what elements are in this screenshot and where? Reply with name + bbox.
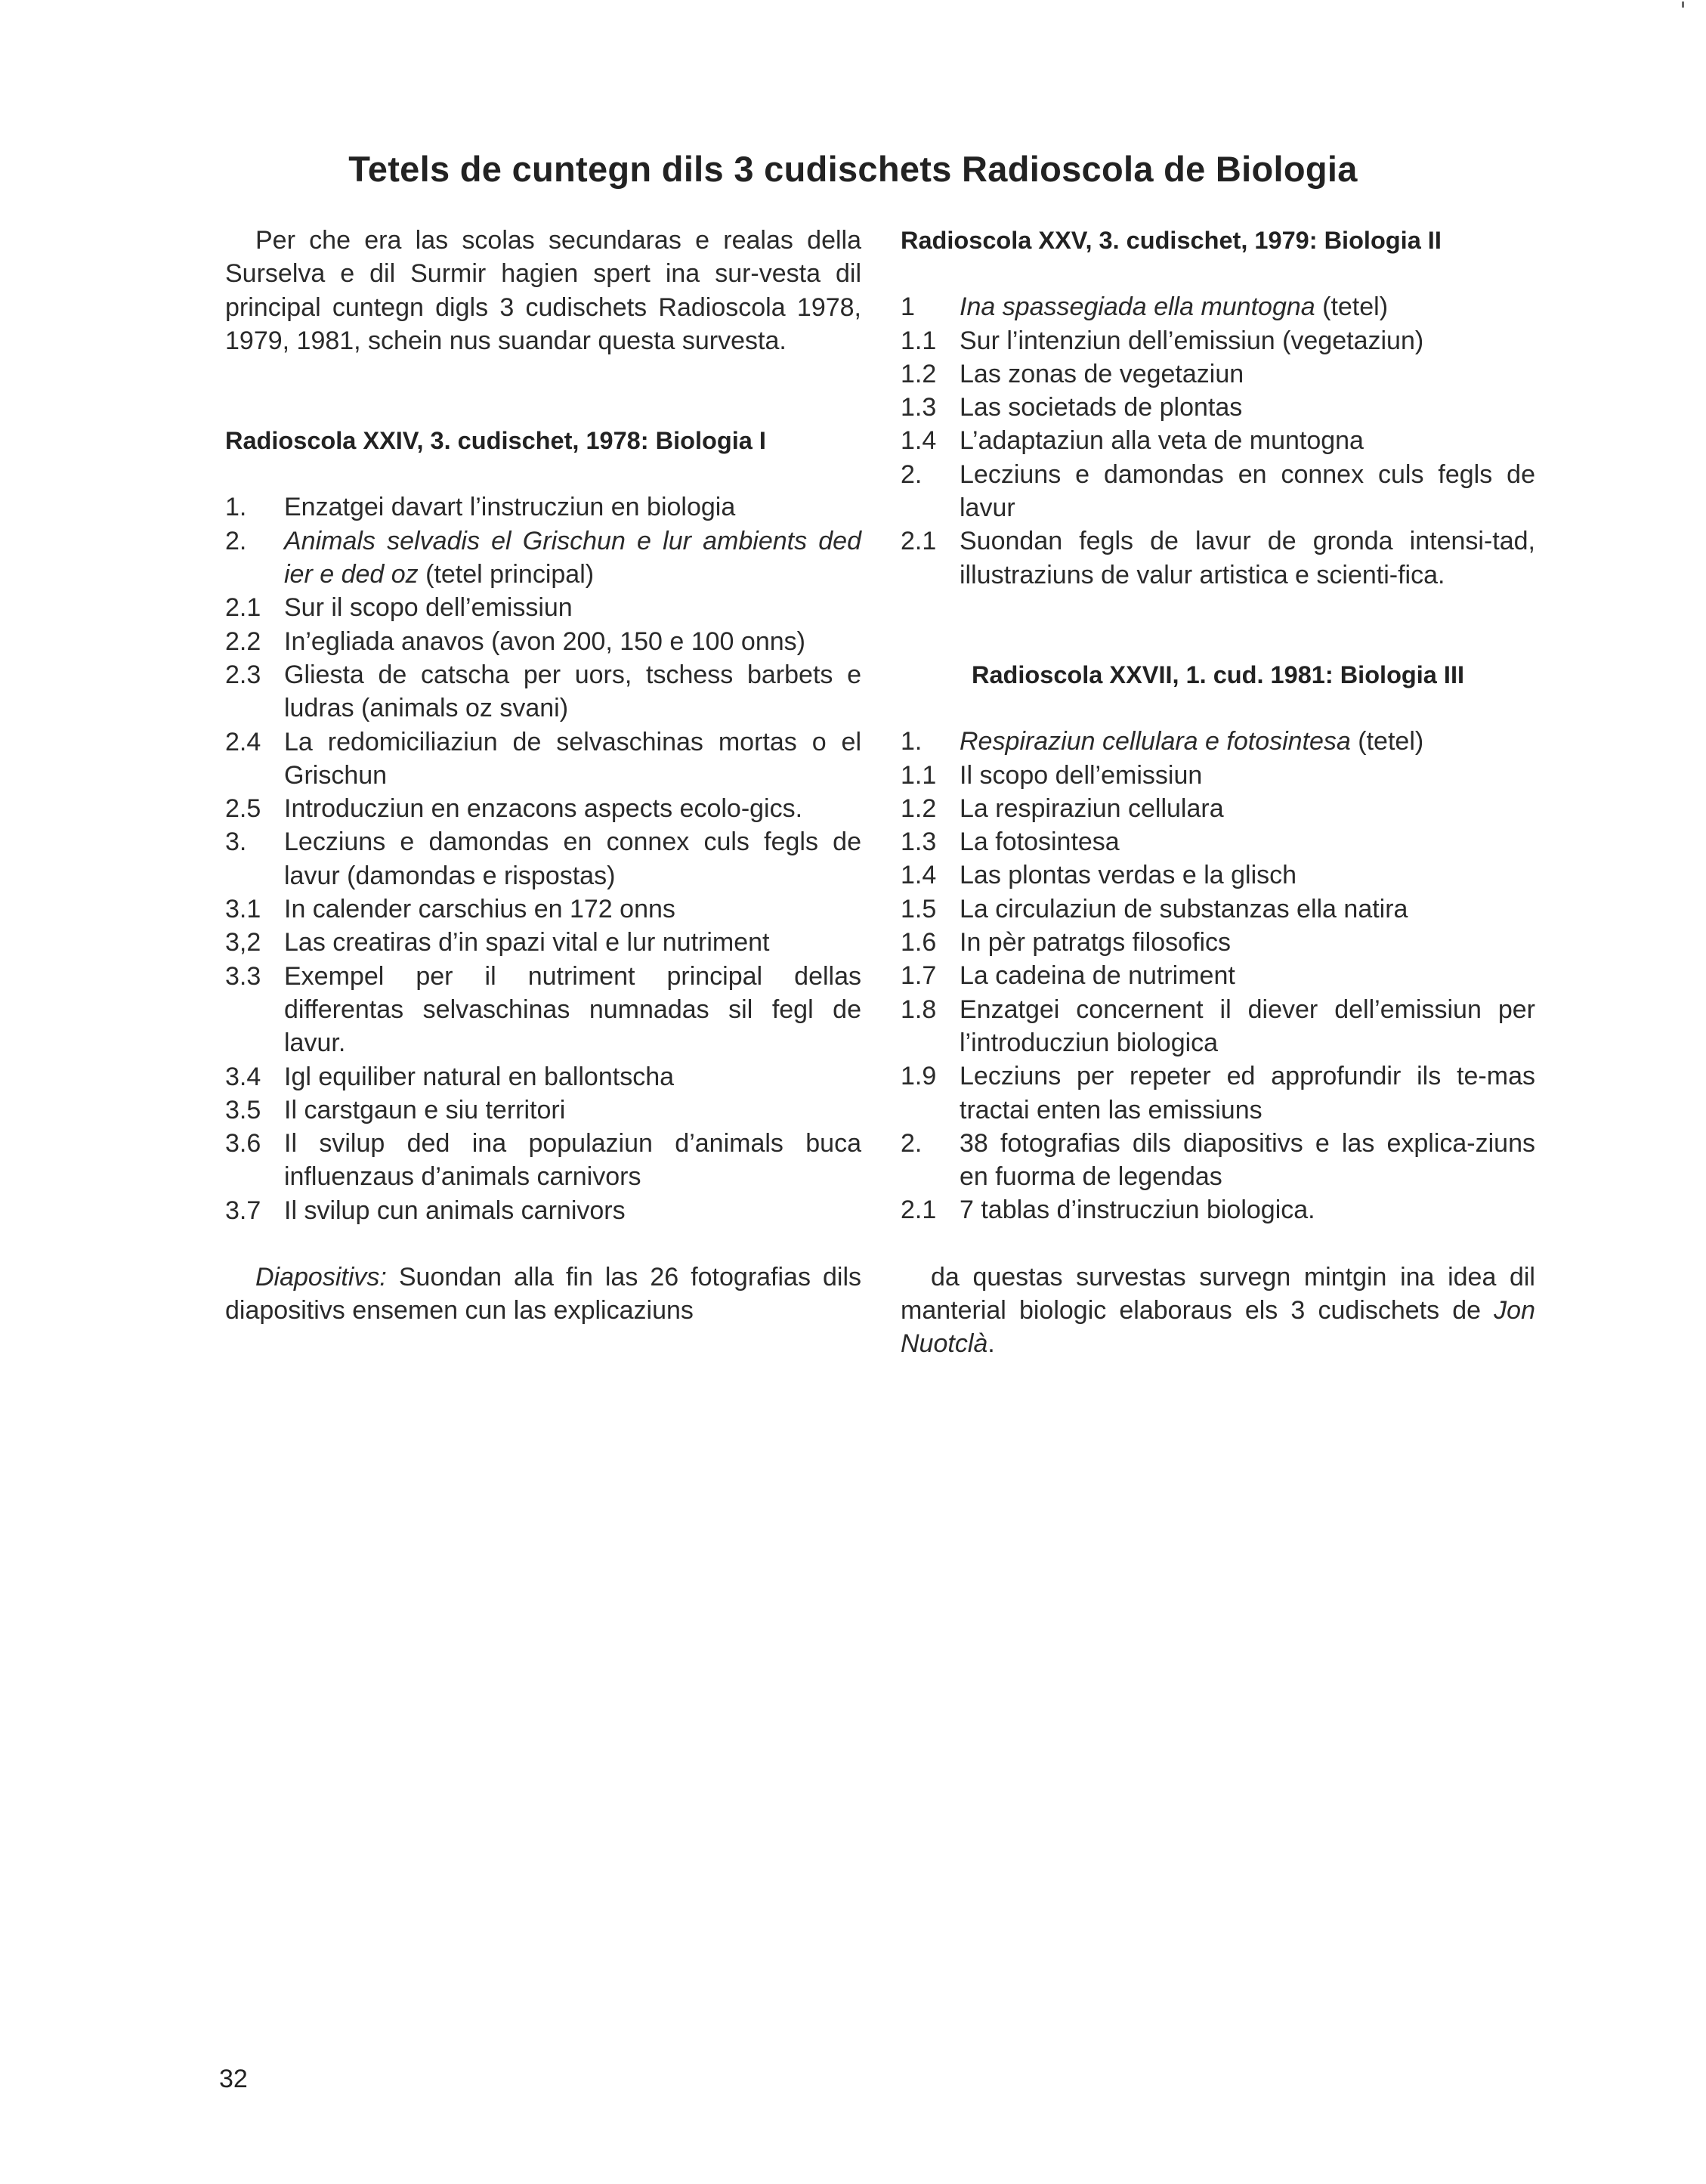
item-title-italic: Respiraziun cellulara e fotosintesa	[960, 727, 1351, 756]
item-text-content: In calender carschius en 172 onns	[284, 895, 675, 924]
item-text	[960, 959, 1535, 992]
item-text	[284, 490, 861, 524]
item-number: 2.	[901, 1128, 923, 1158]
item-text-content: Igl equiliber natural en ballontscha	[284, 1062, 675, 1091]
list-item	[901, 926, 1535, 959]
closing-end: .	[987, 1329, 995, 1359]
item-number: 3.3	[225, 961, 261, 991]
item-text-content: Il scopo dell’emissiun	[960, 760, 1203, 790]
item-text	[284, 725, 861, 793]
list-item	[901, 1193, 1535, 1227]
item-text	[960, 290, 1535, 323]
item-text	[960, 324, 1535, 357]
item-number: 1.1	[901, 326, 937, 355]
item-text-content: Lecziuns per repeter ed approfundir ils te-mas tractai enten las emissiuns	[960, 1062, 1535, 1124]
list-item	[901, 524, 1535, 592]
list-item	[225, 892, 861, 926]
page-title: Tetels de cuntegn dils 3 cudischets Radioscola de Biologia	[348, 149, 1358, 189]
item-number: 2.1	[225, 593, 261, 623]
item-number: 2.4	[225, 727, 261, 756]
item-number: 1.6	[901, 928, 937, 957]
item-text	[284, 1094, 861, 1127]
item-text	[960, 792, 1535, 825]
list-item	[901, 858, 1535, 892]
item-text	[284, 926, 861, 959]
list-item	[225, 1060, 861, 1094]
list-item	[225, 490, 861, 524]
item-text-content: Las plontas verdas e la glisch	[960, 861, 1297, 890]
item-text	[960, 458, 1535, 525]
list-item	[225, 1094, 861, 1127]
list-item	[901, 424, 1535, 457]
item-text	[284, 1127, 861, 1194]
list-item	[225, 625, 861, 658]
item-text-content: Sur l’intenziun dell’emissiun (vegetaziun)	[960, 326, 1424, 355]
item-text-content: La respiraziun cellulara	[960, 793, 1224, 823]
diapositivs-label: Diapositivs:	[255, 1263, 387, 1292]
item-number: 2.1	[901, 1196, 937, 1225]
item-text	[284, 892, 861, 926]
diapositivs-paragraph	[225, 1261, 861, 1328]
list-item	[225, 591, 861, 624]
section-heading-biologia-1: Radioscola XXIV, 3. cudischet, 1978: Biologia I	[225, 427, 766, 455]
item-text	[284, 1060, 861, 1094]
intro-paragraph: Per che era las scolas secundaras e realas della Surselva e dil Surmir hagien spert ina sur-vesta dil principal cuntegn digls 3 cudischets Radioscola 1978, 1979, 1981, schein nus suandar questa survesta.	[225, 226, 861, 355]
list-item	[225, 725, 861, 793]
list-item	[901, 825, 1535, 858]
list-item	[901, 324, 1535, 357]
list-item	[225, 825, 861, 892]
item-text	[960, 825, 1535, 858]
item-text-content: Il svilup ded ina populaziun d’animals buca influenzaus d’animals carnivors	[284, 1129, 861, 1192]
item-text	[960, 725, 1535, 758]
list-item	[901, 759, 1535, 792]
list-item	[225, 792, 861, 825]
item-text	[960, 1193, 1535, 1227]
item-text	[960, 858, 1535, 892]
item-number: 2.2	[225, 626, 261, 656]
item-text	[960, 993, 1535, 1060]
item-text-content: La redomiciliaziun de selvaschinas mortas o el Grischun	[284, 727, 861, 790]
item-text-content: L’adaptaziun alla veta de muntogna	[960, 426, 1364, 456]
item-text	[284, 825, 861, 892]
item-number: 1.4	[901, 426, 937, 456]
item-text-content: 7 tablas d’instrucziun biologica.	[960, 1196, 1315, 1225]
item-text-content: Las zonas de vegetaziun	[960, 359, 1244, 388]
list-item	[901, 391, 1535, 424]
item-number: 3,2	[225, 928, 261, 957]
item-text	[284, 625, 861, 658]
list-item	[901, 458, 1535, 525]
item-text-content: (tetel principal)	[418, 560, 595, 589]
closing-author: Jon Nuotclà	[901, 1296, 1535, 1359]
item-text	[284, 591, 861, 624]
closing-text: da questas survestas survegn mintgin ina idea dil manterial biologic elaboraus els 3 cudischets de	[901, 1262, 1535, 1326]
section-heading-biologia-2: Radioscola XXV, 3. cudischet, 1979: Biologia II	[901, 227, 1442, 254]
contents-list-biologia-3	[901, 725, 1535, 1227]
item-text-content: Suondan fegls de lavur de gronda intensi-tad, illustraziuns de valur artistica e scienti-fica.	[960, 527, 1535, 589]
item-text-content: Las creatiras d’in spazi vital e lur nutriment	[284, 928, 770, 957]
item-number: 2.1	[901, 527, 937, 556]
item-number: 3.1	[225, 895, 261, 924]
item-text	[960, 759, 1535, 792]
item-number: 1.2	[901, 359, 937, 388]
item-number: 2.	[225, 526, 247, 555]
item-number: 1.2	[901, 793, 937, 823]
list-item	[901, 993, 1535, 1060]
item-text-content: Lecziuns e damondas en connex culs fegls de lavur	[960, 459, 1535, 523]
item-text-content: Exempel per il nutriment principal dellas differentas selvaschinas numnadas sil fegl de lavur.	[284, 961, 861, 1058]
item-text	[284, 792, 861, 825]
item-number: 1.8	[901, 995, 937, 1024]
item-text	[284, 1194, 861, 1227]
item-number: 1.7	[901, 961, 937, 991]
list-item	[225, 1194, 861, 1227]
item-text	[960, 357, 1535, 391]
item-text-content: In’egliada anavos (avon 200, 150 e 100 onns)	[284, 626, 805, 656]
item-text-content: Il svilup cun animals carnivors	[284, 1196, 626, 1225]
item-text-content: Gliesta de catscha per uors, tschess barbets e ludras (animals oz svani)	[284, 660, 861, 723]
item-number: 3.7	[225, 1196, 261, 1225]
item-text	[960, 391, 1535, 424]
item-text-content: Lecziuns e damondas en connex culs fegls de lavur (damondas e rispostas)	[284, 828, 861, 890]
item-number: 1	[901, 292, 915, 322]
item-number: 2.3	[225, 660, 261, 689]
item-number: 3.4	[225, 1062, 261, 1091]
item-number: 1.4	[901, 861, 937, 890]
item-title-italic: Animals selvadis el Grischun e lur ambients ded ier e ded oz	[284, 526, 861, 589]
item-text-content: La cadeina de nutriment	[960, 961, 1235, 991]
item-number: 3.6	[225, 1129, 261, 1159]
item-number: 1.1	[901, 760, 937, 790]
item-number: 2.	[901, 459, 923, 489]
item-text	[960, 1127, 1535, 1194]
item-text-content: Enzatgei davart l’instrucziun en biologia	[284, 493, 736, 522]
item-text	[284, 960, 861, 1060]
left-column	[225, 224, 861, 1328]
item-text-content: Introducziun en enzacons aspects ecolo-gics.	[284, 794, 803, 824]
item-number: 3.5	[225, 1095, 261, 1124]
item-text-content: (tetel)	[1350, 727, 1424, 756]
item-text	[284, 524, 861, 592]
item-text	[960, 892, 1535, 926]
list-item	[901, 357, 1535, 391]
item-text-content: Enzatgei concernent il diever dell’emissiun per l’introducziun biologica	[960, 995, 1535, 1057]
item-text-content: Sur il scopo dell’emissiun	[284, 593, 573, 623]
list-item	[225, 960, 861, 1060]
contents-list-biologia-1	[225, 490, 861, 1227]
scan-mark	[1682, 2, 1684, 8]
item-number: 3.	[225, 828, 247, 857]
item-text-content: La circulaziun de substanzas ella natira	[960, 894, 1408, 923]
item-text	[284, 658, 861, 725]
list-item	[901, 892, 1535, 926]
item-text	[960, 424, 1535, 457]
list-item	[225, 926, 861, 959]
section-heading-biologia-3: Radioscola XXVII, 1. cud. 1981: Biologia III	[972, 660, 1464, 688]
item-number: 2.5	[225, 794, 261, 824]
item-title-italic: Ina spassegiada ella muntogna	[960, 292, 1315, 322]
item-number: 1.	[225, 493, 247, 522]
item-number: 1.	[901, 727, 923, 756]
list-item	[901, 1127, 1535, 1194]
item-text	[960, 524, 1535, 592]
list-item	[901, 792, 1535, 825]
diapositivs-text: Suondan alla fin las 26 fotografias dils diapositivs ensemen cun las explicaziuns	[225, 1263, 861, 1326]
item-text	[960, 926, 1535, 959]
closing-paragraph	[901, 1261, 1535, 1361]
item-text-content: Las societads de plontas	[960, 393, 1243, 422]
list-item	[901, 290, 1535, 323]
list-item	[901, 959, 1535, 992]
item-text-content: In pèr patratgs filosofics	[960, 928, 1232, 957]
list-item	[225, 1127, 861, 1194]
item-text-content: La fotosintesa	[960, 828, 1120, 857]
item-number: 1.3	[901, 393, 937, 422]
item-number: 1.9	[901, 1062, 937, 1091]
list-item	[225, 658, 861, 725]
item-text	[960, 1060, 1535, 1127]
page-number: 32	[219, 2065, 248, 2093]
item-number: 1.3	[901, 828, 937, 857]
list-item	[225, 524, 861, 592]
contents-list-biologia-2	[901, 290, 1535, 592]
item-text-content: 38 fotografias dils diapositivs e las explica-ziuns en fuorma de legendas	[960, 1128, 1535, 1192]
list-item	[901, 725, 1535, 758]
item-text-content: (tetel)	[1315, 292, 1389, 322]
item-text-content: Il carstgaun e siu territori	[284, 1095, 566, 1124]
right-column	[901, 224, 1535, 1361]
item-number: 1.5	[901, 894, 937, 923]
list-item	[901, 1060, 1535, 1127]
